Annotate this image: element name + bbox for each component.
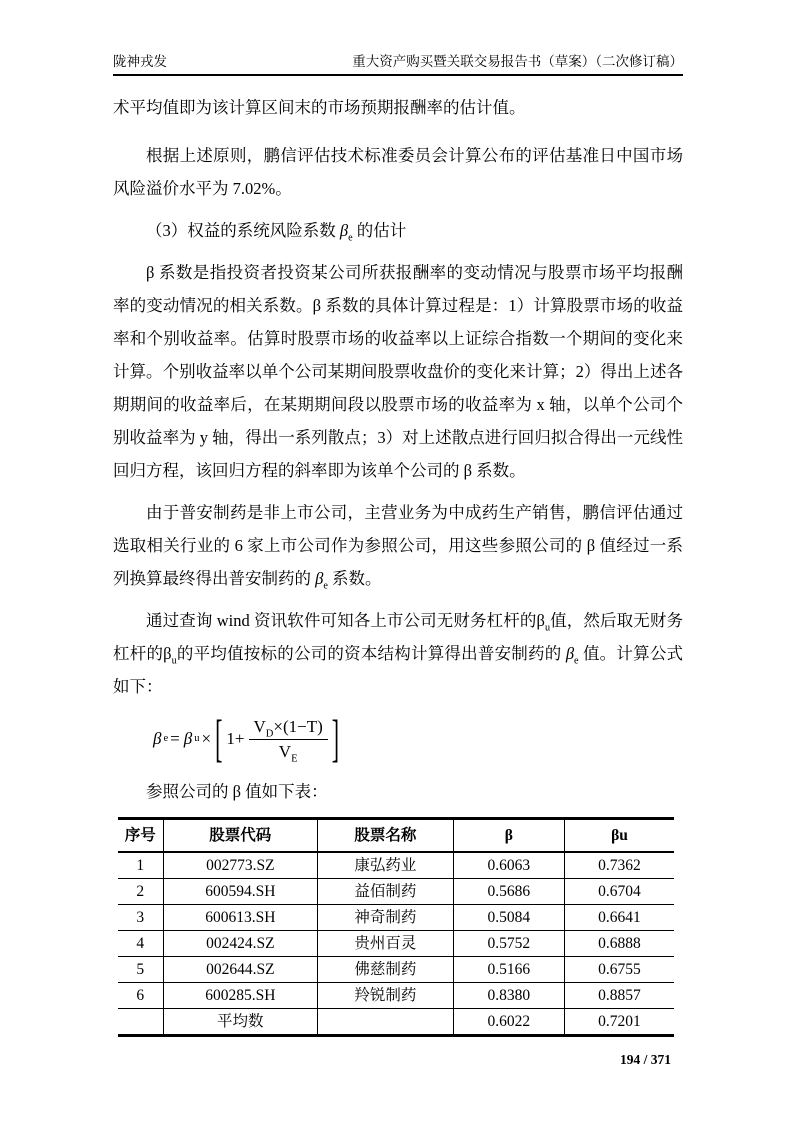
cell-stock-name: 佛慈制药 bbox=[318, 957, 454, 983]
one-plus-term: 1+ bbox=[226, 729, 245, 748]
p4-text-2: 系数。 bbox=[332, 569, 382, 588]
beta-subscript: e bbox=[348, 232, 353, 244]
page-header bbox=[113, 0, 683, 76]
cell-beta: 0.5686 bbox=[453, 879, 564, 905]
cell-beta: 0.5166 bbox=[453, 957, 564, 983]
cell-beta-u: 0.6755 bbox=[564, 957, 674, 983]
cell-beta-u: 0.6704 bbox=[564, 879, 674, 905]
beta-subscript: u bbox=[171, 655, 177, 667]
cell-stock-code: 600594.SH bbox=[163, 879, 318, 905]
table-row bbox=[118, 852, 674, 879]
fraction bbox=[249, 717, 328, 762]
vd-subscript: D bbox=[265, 727, 274, 739]
heading-text-after: 的估计 bbox=[356, 221, 407, 240]
cell-stock-name: 益佰制药 bbox=[318, 879, 454, 905]
table-row bbox=[118, 905, 674, 931]
beta-symbol: β bbox=[163, 644, 172, 663]
cell-index: 5 bbox=[118, 957, 163, 983]
cell-stock-name: 神奇制药 bbox=[318, 905, 454, 931]
heading-beta-estimate bbox=[113, 214, 683, 247]
cell-stock-code: 002644.SZ bbox=[163, 957, 318, 983]
paragraph-wind-software bbox=[113, 604, 683, 703]
cell-index: 2 bbox=[118, 879, 163, 905]
paragraph-comparable-companies bbox=[113, 496, 683, 595]
table-row bbox=[118, 983, 674, 1009]
cell-beta-u: 0.7362 bbox=[564, 852, 674, 879]
col-header-beta-u: βu bbox=[564, 819, 674, 853]
cell-average-label: 平均数 bbox=[163, 1009, 318, 1036]
table-row bbox=[118, 931, 674, 957]
table-average-row bbox=[118, 1009, 674, 1036]
col-header-index: 序号 bbox=[118, 819, 163, 853]
beta-subscript: e bbox=[574, 655, 579, 667]
cell-index: 3 bbox=[118, 905, 163, 931]
right-bracket: ] bbox=[331, 708, 340, 768]
paragraph-market-return-estimate: 术平均值即为该计算区间末的市场预期报酬率的估计值。 bbox=[113, 98, 526, 117]
cell-stock-code: 002773.SZ bbox=[163, 852, 318, 879]
p5-text-2: 值，然后取无财务杠杆的 bbox=[113, 611, 684, 663]
cell-index bbox=[118, 1009, 163, 1036]
cell-index: 4 bbox=[118, 931, 163, 957]
beta-symbol: β bbox=[183, 729, 193, 748]
beta-symbol: β bbox=[565, 644, 575, 663]
cell-beta-average: 0.6022 bbox=[453, 1009, 564, 1036]
p5-text-4: 值。计算公式如下： bbox=[113, 644, 684, 696]
paragraph-beta-definition: β 系数是指投资者投资某公司所获报酬率的变动情况与股票市场平均报酬率的变动情况的相关系数。β 系数的具体计算过程是：1）计算股票市场的收益率和个别收益率。估算时股票市场的收益率以上证综合指数一个期间的变化来计算。个别收益率以单个公司某期间股票收盘价的变化来计算；2）得出上述各期期间的收益率后，在某期期间段以股票市场的收益率为 x 轴，以单个公司个别收益率为 y 轴，得出一系列散点；3）对上述散点进行回归拟合得出一元线性回归方程，该回归方程的斜率即为该单个公司的 β 系数。 bbox=[113, 263, 684, 480]
cell-beta: 0.5752 bbox=[453, 931, 564, 957]
p4-text-1: 由于普安制药是非上市公司，主营业务为中成药生产销售，鹏信评估通过选取相关行业的 6 家上市公司作为参照公司，用这些参照公司的 β 值经过一系列换算最终得出普安制药的 bbox=[113, 503, 683, 588]
beta-symbol: β bbox=[536, 611, 545, 630]
ve-subscript: E bbox=[291, 752, 298, 764]
beta-symbol: β bbox=[339, 221, 349, 240]
vd-symbol: V bbox=[253, 716, 266, 736]
formula-beta-levered: β e = β u × [ 1+ $\frac{V_D\times(1-T)}{V_E}$ ] bbox=[151, 711, 683, 767]
paragraph-risk-premium: 根据上述原则，鹏信评估技术标准委员会计算公布的评估基准日中国市场风险溢价水平为 7.02%。 bbox=[113, 146, 683, 198]
numerator-rest: ×(1−T) bbox=[273, 716, 323, 736]
left-bracket: [ bbox=[215, 708, 223, 768]
cell-stock-name: 贵州百灵 bbox=[318, 931, 454, 957]
cell-stock-code: 002424.SZ bbox=[163, 931, 318, 957]
cell-beta-u: 0.8857 bbox=[564, 983, 674, 1009]
cell-stock-name bbox=[318, 1009, 454, 1036]
table-header-row bbox=[118, 819, 674, 853]
cell-beta: 0.8380 bbox=[453, 983, 564, 1009]
beta-subscript: e bbox=[323, 580, 328, 592]
comparable-beta-table bbox=[118, 817, 674, 1037]
header-full-title: 重大资产购买暨关联交易报告书（草案）（二次修订稿） bbox=[352, 54, 683, 69]
p5-text-1: 通过查询 wind 资讯软件可知各上市公司无财务杠杆的 bbox=[146, 611, 537, 630]
table-intro: 参照公司的 β 值如下表： bbox=[146, 782, 328, 801]
cell-beta-u: 0.6641 bbox=[564, 905, 674, 931]
cell-stock-code: 600613.SH bbox=[163, 905, 318, 931]
beta-symbol: β bbox=[315, 569, 324, 588]
fraction-denominator bbox=[249, 740, 328, 762]
col-header-beta: β bbox=[453, 819, 564, 853]
ve-symbol: V bbox=[278, 741, 292, 761]
col-header-stock-code: 股票代码 bbox=[163, 819, 318, 853]
cell-index: 6 bbox=[118, 983, 163, 1009]
cell-stock-name: 羚锐制药 bbox=[318, 983, 454, 1009]
cell-beta: 0.5084 bbox=[453, 905, 564, 931]
table-row bbox=[118, 879, 674, 905]
cell-beta-u-average: 0.7201 bbox=[564, 1009, 674, 1036]
p5-text-3: 的平均值按标的公司的资本结构计算得出普安制药的 bbox=[176, 644, 562, 663]
cell-beta: 0.6063 bbox=[453, 852, 564, 879]
fraction-numerator bbox=[249, 717, 328, 740]
heading-text-before: （3）权益的系统风险系数 bbox=[146, 221, 336, 240]
cell-index: 1 bbox=[118, 852, 163, 879]
beta-subscript: u bbox=[544, 622, 551, 634]
table-row bbox=[118, 957, 674, 983]
col-header-stock-name: 股票名称 bbox=[318, 819, 454, 853]
multiply-sign: × bbox=[201, 729, 212, 748]
equals-sign: = bbox=[170, 729, 180, 748]
beta-symbol: β bbox=[153, 729, 162, 748]
header-short-title: 陇神戎发 bbox=[113, 54, 167, 69]
page-number: 194 / 371 bbox=[619, 1052, 671, 1067]
cell-beta-u: 0.6888 bbox=[564, 931, 674, 957]
cell-stock-code: 600285.SH bbox=[163, 983, 318, 1009]
cell-stock-name: 康弘药业 bbox=[318, 852, 454, 879]
